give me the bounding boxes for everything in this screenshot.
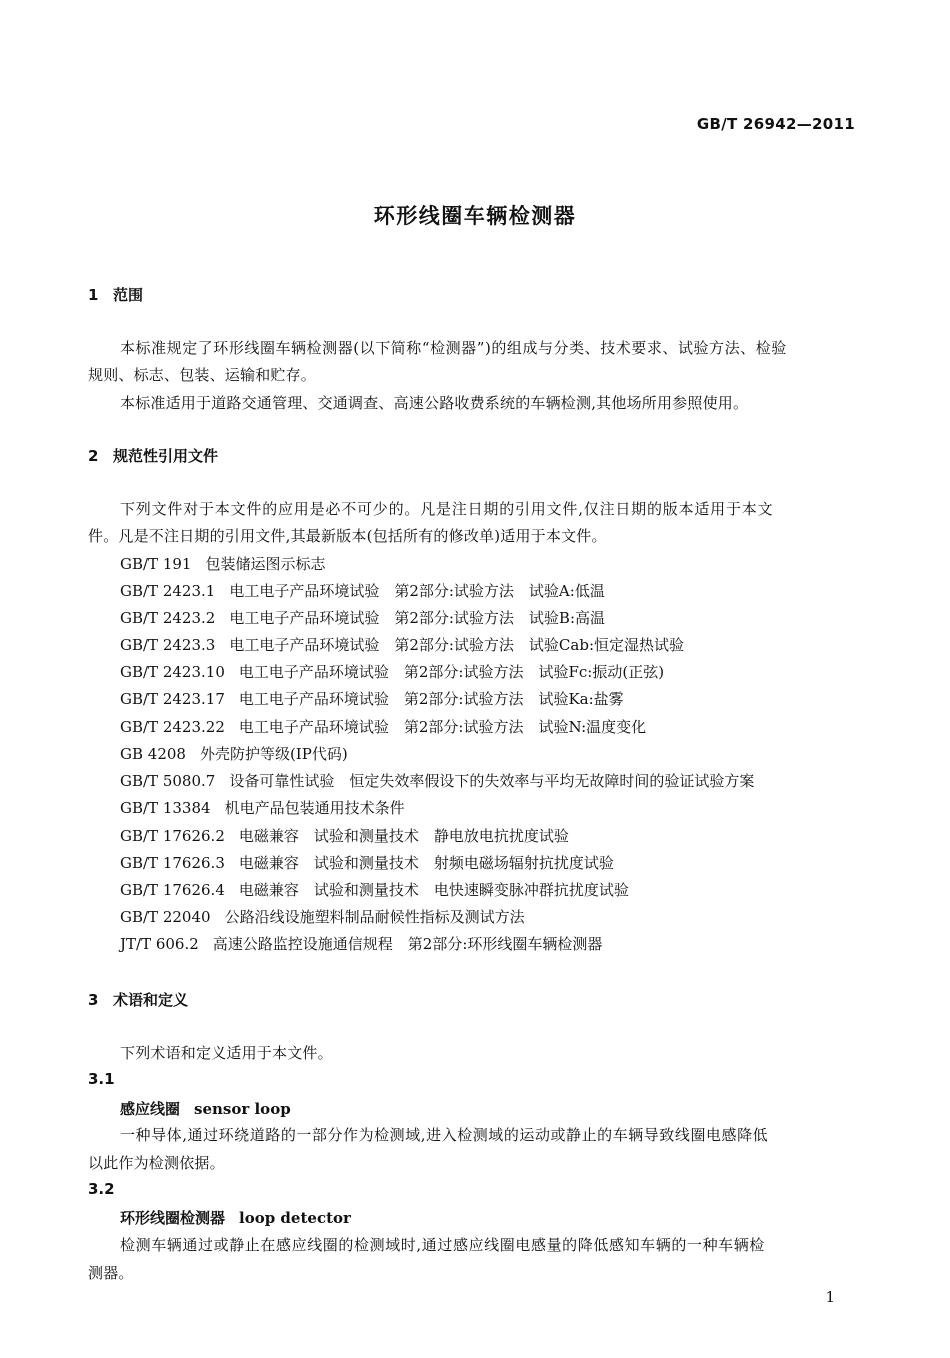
document-title: 环形线圈车辆检测器 [373,204,577,228]
term-number: 3.2 [88,1180,115,1198]
term-name [120,1207,351,1228]
reference-code: JT/T 606.2 [120,935,199,953]
term-name-zh: 环形线圈检测器 [120,1209,226,1227]
section-title: 范围 [113,286,144,304]
reference-item [120,906,525,927]
term-name-zh: 感应线圈 [120,1100,181,1118]
section-1-heading [88,284,143,305]
reference-code: GB/T 191 [120,555,192,573]
reference-code: GB/T 22040 [120,908,211,926]
paragraph-line: 件。凡是不注日期的引用文件,其最新版本(包括所有的修改单)适用于本文件。 [88,527,607,545]
paragraph-line: 下列术语和定义适用于本文件。 [120,1044,333,1062]
reference-item [120,879,629,900]
reference-code: GB/T 5080.7 [120,772,216,790]
section-2-heading [88,445,218,466]
definition-line: 测器。 [88,1264,134,1282]
reference-item [120,580,605,601]
reference-item [120,634,684,655]
reference-title: 外壳防护等级(IP代码) [199,745,348,763]
reference-code: GB/T 17626.2 [120,827,225,845]
reference-item [120,716,646,737]
reference-item [120,553,325,574]
reference-item [120,661,664,682]
reference-item [120,607,605,628]
section-number: 3 [88,991,99,1009]
definition-line: 检测车辆通过或静止在感应线圈的检测域时,通过感应线圈电感量的降低感知车辆的一种车辆检 [120,1236,765,1254]
page-number: 1 [825,1288,835,1306]
reference-code: GB/T 17626.3 [120,854,225,872]
reference-item [120,933,602,954]
reference-title: 设备可靠性试验 恒定失效率假设下的失效率与平均无故障时间的验证试验方案 [229,772,755,790]
paragraph-line: 本标准规定了环形线圈车辆检测器(以下简称“检测器”)的组成与分类、技术要求、试验方法、检验 [120,339,787,357]
reference-code: GB/T 17626.4 [120,881,225,899]
reference-title: 电磁兼容 试验和测量技术 静电放电抗扰度试验 [238,827,569,845]
reference-code: GB/T 2423.22 [120,718,225,736]
section-number: 1 [88,286,99,304]
paragraph-line: 本标准适用于道路交通管理、交通调查、高速公路收费系统的车辆检测,其他场所用参照使用。 [120,394,749,412]
reference-code: GB 4208 [120,745,186,763]
reference-title: 高速公路监控设施通信规程 第2部分:环形线圈车辆检测器 [212,935,603,953]
reference-title: 电工电子产品环境试验 第2部分:试验方法 试验Ka:盐雾 [238,690,624,708]
reference-item [120,797,405,818]
paragraph-line: 下列文件对于本文件的应用是必不可少的。凡是注日期的引用文件,仅注日期的版本适用于本文 [120,500,774,518]
term-name-en: sensor loop [194,1100,291,1118]
reference-code: GB/T 13384 [120,799,211,817]
definition-line: 一种导体,通过环绕道路的一部分作为检测域,进入检测域的运动或静止的车辆导致线圈电感降低 [120,1126,769,1144]
reference-title: 包装储运图示标志 [205,555,326,573]
section-title: 规范性引用文件 [113,447,219,465]
reference-code: GB/T 2423.3 [120,636,216,654]
term-name [120,1098,291,1119]
reference-title: 电工电子产品环境试验 第2部分:试验方法 试验A:低温 [229,582,605,600]
reference-item [120,852,614,873]
reference-code: GB/T 2423.1 [120,582,216,600]
reference-title: 电工电子产品环境试验 第2部分:试验方法 试验Cab:恒定湿热试验 [229,636,685,654]
reference-item [120,825,569,846]
paragraph-line: 规则、标志、包装、运输和贮存。 [88,366,317,384]
term-name-en: loop detector [239,1209,351,1227]
reference-title: 电工电子产品环境试验 第2部分:试验方法 试验Fc:振动(正弦) [238,663,665,681]
section-3-heading [88,989,188,1010]
reference-title: 电工电子产品环境试验 第2部分:试验方法 试验N:温度变化 [238,718,647,736]
reference-title: 电工电子产品环境试验 第2部分:试验方法 试验B:高温 [229,609,606,627]
reference-title: 电磁兼容 试验和测量技术 电快速瞬变脉冲群抗扰度试验 [238,881,629,899]
section-title: 术语和定义 [113,991,189,1009]
standard-code: GB/T 26942—2011 [696,115,855,133]
reference-title: 公路沿线设施塑料制品耐候性指标及测试方法 [224,908,525,926]
section-number: 2 [88,447,99,465]
reference-item [120,770,754,791]
reference-code: GB/T 2423.10 [120,663,225,681]
reference-title: 机电产品包装通用技术条件 [224,799,405,817]
reference-code: GB/T 2423.2 [120,609,216,627]
reference-code: GB/T 2423.17 [120,690,225,708]
reference-item [120,743,348,764]
reference-item [120,688,624,709]
definition-line: 以此作为检测依据。 [88,1154,225,1172]
term-number: 3.1 [88,1070,115,1088]
reference-title: 电磁兼容 试验和测量技术 射频电磁场辐射抗扰度试验 [238,854,614,872]
